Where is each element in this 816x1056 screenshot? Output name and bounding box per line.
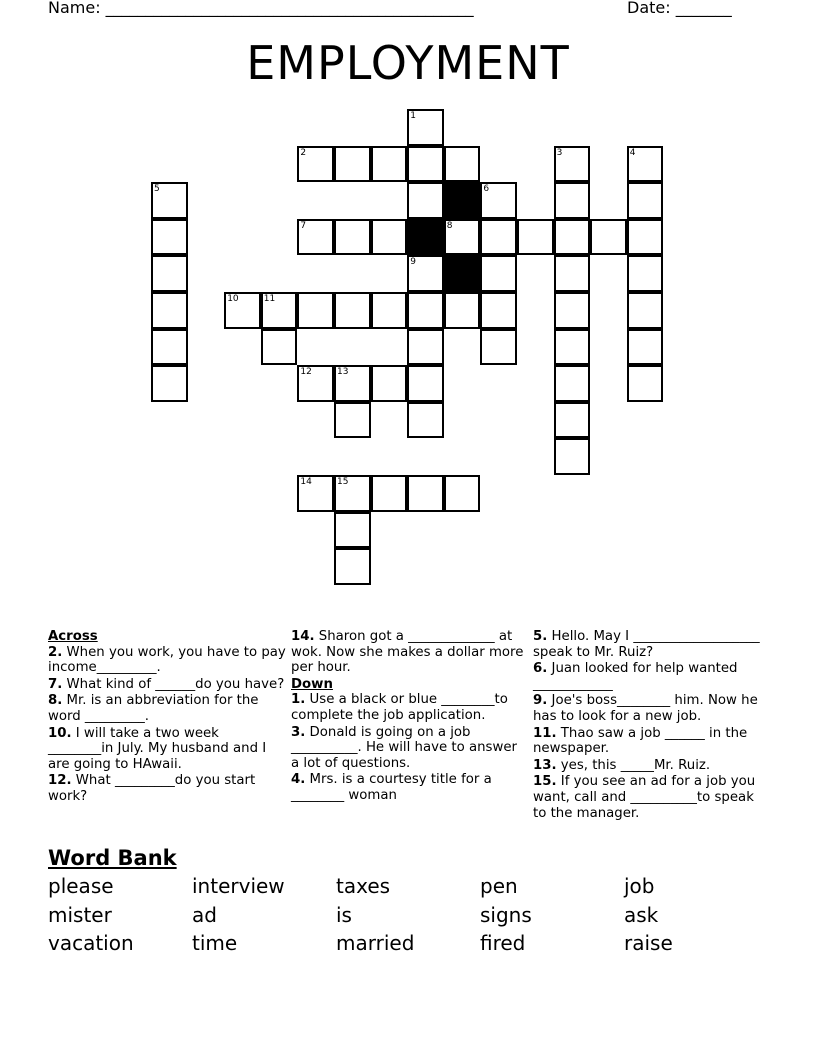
crossword-cell[interactable] — [407, 109, 444, 146]
crossword-cell[interactable] — [407, 365, 444, 402]
clue-down-4: 4. Mrs. is a courtesy title for a ________ woman — [291, 772, 492, 803]
clue-across-12: 12. What _________do you start work? — [48, 773, 256, 804]
crossword-cell[interactable] — [627, 292, 664, 329]
clue-number: 11 — [263, 294, 276, 304]
crossword-cell[interactable] — [334, 146, 371, 183]
down-heading: Down — [291, 676, 333, 692]
crossword-cell[interactable] — [151, 329, 188, 366]
clue-across-14: 14. Sharon got a _____________ at wok. Now she makes a dollar more per hour. — [291, 629, 524, 676]
crossword-cell[interactable] — [444, 219, 481, 256]
crossword-cell[interactable] — [151, 182, 188, 219]
crossword-cell[interactable] — [480, 292, 517, 329]
clue-number: 4 — [629, 147, 636, 158]
crossword-cell[interactable] — [334, 475, 371, 512]
crossword-cell[interactable] — [480, 255, 517, 292]
word-bank-item: mister — [48, 903, 112, 927]
crossword-cell[interactable] — [297, 146, 334, 183]
crossword-cell[interactable] — [334, 292, 371, 329]
crossword-cell[interactable] — [407, 292, 444, 329]
crossword-cell[interactable] — [554, 329, 591, 366]
word-bank-item: interview — [192, 874, 285, 898]
word-bank-item: fired — [480, 931, 526, 955]
clue-down-5: 5. Hello. May I ___________________ speak to Mr. Ruiz? — [533, 629, 760, 660]
word-bank-item: taxes — [336, 874, 391, 898]
crossword-cell[interactable] — [554, 182, 591, 219]
crossword-cell[interactable] — [480, 182, 517, 219]
clue-across-7: 7. What kind of ______do you have? — [48, 676, 285, 692]
clue-number: 15 — [337, 477, 349, 487]
clue-number: 10 — [227, 294, 239, 304]
clue-number: 14 — [300, 477, 312, 487]
crossword-cell[interactable] — [224, 292, 261, 329]
word-bank-item: vacation — [48, 931, 134, 955]
name-field-label: Name: ______________________________________________ — [48, 0, 474, 17]
crossword-cell[interactable] — [517, 219, 554, 256]
crossword-cell[interactable] — [554, 255, 591, 292]
crossword-cell[interactable] — [151, 292, 188, 329]
crossword-cell[interactable] — [151, 219, 188, 256]
crossword-cell[interactable] — [407, 146, 444, 183]
crossword-cell[interactable] — [407, 182, 444, 219]
word-bank-item: job — [624, 874, 655, 898]
black-cell — [444, 182, 481, 219]
clue-down-6: 6. Juan looked for help wanted ____________ — [533, 661, 738, 692]
clues-column-1 — [48, 629, 286, 806]
black-cell — [407, 219, 444, 256]
crossword-cell[interactable] — [554, 402, 591, 439]
clue-number: 13 — [337, 367, 349, 378]
crossword-cell[interactable] — [554, 219, 591, 256]
black-cell — [444, 255, 481, 292]
crossword-cell[interactable] — [297, 219, 334, 256]
crossword-cell[interactable] — [407, 475, 444, 512]
clue-across-8: 8. Mr. is an abbreviation for the word _________. — [48, 693, 259, 724]
crossword-cell[interactable] — [590, 219, 627, 256]
crossword-cell[interactable] — [261, 292, 298, 329]
crossword-cell[interactable] — [371, 475, 408, 512]
crossword-cell[interactable] — [627, 219, 664, 256]
page-title: EMPLOYMENT — [246, 36, 570, 90]
crossword-cell[interactable] — [297, 475, 334, 512]
clue-number: 7 — [300, 220, 307, 231]
clue-number: 9 — [410, 257, 416, 268]
crossword-cell[interactable] — [334, 219, 371, 256]
word-bank-item: married — [336, 931, 415, 955]
clue-down-9: 9. Joe's boss________ him. Now he has to look for a new job. — [533, 693, 758, 724]
word-bank-item: raise — [624, 931, 673, 955]
date-field-label: Date: _______ — [627, 0, 732, 17]
crossword-cell[interactable] — [444, 292, 481, 329]
crossword-cell[interactable] — [407, 255, 444, 292]
clue-down-1: 1. Use a black or blue ________to complete the job application. — [291, 692, 508, 723]
clues-column-2 — [291, 629, 529, 805]
crossword-cell[interactable] — [261, 329, 298, 366]
crossword-cell[interactable] — [407, 402, 444, 439]
crossword-cell[interactable] — [371, 146, 408, 183]
crossword-cell[interactable] — [627, 255, 664, 292]
crossword-cell[interactable] — [151, 255, 188, 292]
clue-down-3: 3. Donald is going on a job __________. He will have to answer a lot of questions. — [291, 724, 517, 771]
clue-down-11: 11. Thao saw a job ______ in the newspaper. — [533, 725, 748, 757]
crossword-cell[interactable] — [480, 219, 517, 256]
word-bank-title: Word Bank — [48, 846, 177, 870]
crossword-cell[interactable] — [444, 146, 481, 183]
clue-number: 5 — [154, 184, 160, 195]
crossword-cell[interactable] — [151, 365, 188, 402]
word-bank-item: ask — [624, 903, 659, 927]
clue-number: 2 — [300, 147, 307, 158]
crossword-cell[interactable] — [371, 365, 408, 402]
crossword-cell[interactable] — [371, 219, 408, 256]
crossword-cell[interactable] — [371, 292, 408, 329]
crossword-cell[interactable] — [444, 475, 481, 512]
crossword-cell[interactable] — [627, 329, 664, 366]
crossword-cell[interactable] — [334, 548, 371, 585]
clue-number: 6 — [483, 184, 490, 195]
word-bank-item: is — [336, 903, 352, 927]
across-heading: Across — [48, 629, 98, 644]
crossword-cell[interactable] — [334, 512, 371, 549]
clues-column-3 — [533, 629, 771, 822]
crossword-cell[interactable] — [407, 329, 444, 366]
crossword-cell[interactable] — [627, 146, 664, 183]
crossword-cell[interactable] — [627, 182, 664, 219]
clue-across-10: 10. I will take a two week ________in July. My husband and I are going to HAwaii. — [48, 725, 267, 772]
crossword-cell[interactable] — [554, 438, 591, 475]
word-bank-item: pen — [480, 874, 518, 898]
clue-across-2: 2. When you work, you have to pay income_________. — [48, 644, 286, 676]
crossword-cell[interactable] — [334, 365, 371, 402]
crossword-cell[interactable] — [480, 329, 517, 366]
clue-number: 1 — [410, 111, 416, 121]
crossword-cell[interactable] — [554, 292, 591, 329]
clue-number: 12 — [300, 367, 312, 378]
word-bank-item: signs — [480, 903, 532, 927]
clue-down-13: 13. yes, this _____Mr. Ruiz. — [533, 757, 711, 773]
word-bank-item: time — [192, 931, 238, 955]
clue-number: 3 — [556, 147, 563, 158]
clue-number: 8 — [446, 220, 453, 231]
word-bank-item: ad — [192, 903, 217, 927]
crossword-cell[interactable] — [554, 365, 591, 402]
word-bank-item: please — [48, 874, 114, 898]
clue-down-15: 15. If you see an ad for a job you want, call and __________to speak to the manager. — [533, 774, 756, 821]
crossword-cell[interactable] — [334, 402, 371, 439]
crossword-cell[interactable] — [297, 292, 334, 329]
crossword-cell[interactable] — [554, 146, 591, 183]
crossword-cell[interactable] — [297, 365, 334, 402]
crossword-cell[interactable] — [627, 365, 664, 402]
